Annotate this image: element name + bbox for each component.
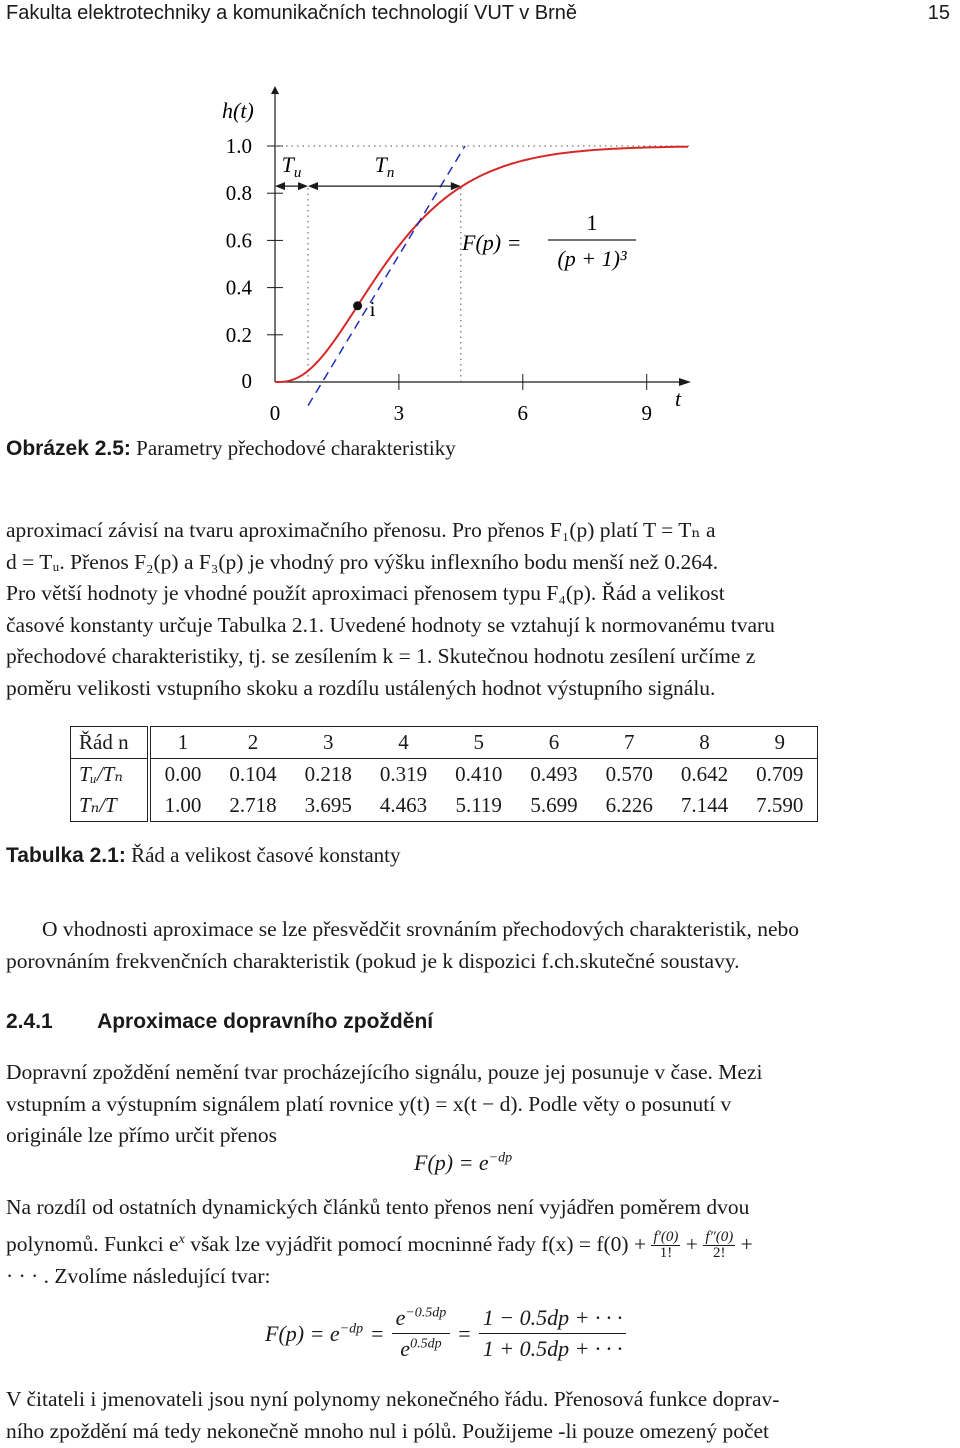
transfer-function-lhs: F(p) = bbox=[462, 230, 522, 255]
text-line: V čitateli i jmenovateli jsou nyní polynomy nekonečného řádu. Přenosová funkce doprav- bbox=[6, 1387, 780, 1411]
equals-sign: = bbox=[458, 1320, 471, 1346]
text-line: porovnáním frekvenčních charakteristik (pokud je k dispozici f.ch.skutečné soustavy. bbox=[6, 948, 740, 973]
table-row-label: Tᵤ/Tₙ bbox=[71, 759, 149, 791]
equals-sign: = bbox=[371, 1320, 384, 1346]
paragraph-verification bbox=[6, 914, 956, 977]
table-cell: 1.00 bbox=[164, 793, 202, 817]
text-line: časové konstanty určuje Tabulka 2.1. Uvedené hodnoty se vztahují k normovanému tvaru bbox=[6, 612, 775, 637]
table-cell: 5.119 bbox=[455, 793, 502, 817]
text-line: ního zpoždění má tedy nekonečně mnoho nul i pólů. Použijeme -li pouze omezený počet bbox=[6, 1418, 770, 1443]
table-cell: 0.709 bbox=[756, 762, 804, 786]
fraction-numerator bbox=[392, 1305, 451, 1334]
y-tick-label: 0.4 bbox=[225, 275, 252, 300]
text-line-series bbox=[6, 1224, 956, 1262]
table-cell: 0.319 bbox=[379, 762, 428, 786]
x-tick-label: 6 bbox=[517, 401, 529, 425]
table-caption-label: Tabulka 2.1: bbox=[6, 844, 126, 867]
table-cell: 0.410 bbox=[455, 762, 503, 786]
formula-pade bbox=[265, 1305, 626, 1362]
text-line: aproximací závisí na tvaru aproximačního přenosu. Pro přenos F₁(p) platí T = Tₙ a bbox=[6, 518, 716, 542]
fraction-denominator: 1 + 0.5dp + · · · bbox=[482, 1336, 623, 1361]
paragraph-infinite-order bbox=[6, 1384, 956, 1447]
table-cell: 0.493 bbox=[530, 762, 578, 786]
tu-label-sub: u bbox=[293, 165, 302, 182]
tn-label-main: T bbox=[374, 152, 387, 178]
text-line: Na rozdíl od ostatních dynamických článků tento přenos není vyjádřen poměrem dvou bbox=[6, 1195, 750, 1219]
figure-caption bbox=[6, 436, 456, 461]
table-cell: 0.218 bbox=[304, 762, 352, 786]
fraction-denominator: 2! bbox=[713, 1245, 726, 1262]
denominator-base: e bbox=[400, 1336, 411, 1361]
x-axis-arrow bbox=[679, 378, 691, 386]
table-cell: 0.570 bbox=[605, 762, 653, 786]
table-header-cell: 1 bbox=[149, 727, 216, 759]
text-line: · · · . Zvolíme následující tvar: bbox=[6, 1264, 271, 1289]
tn-dimension-arrowhead-left bbox=[308, 182, 318, 190]
table-header-cell: 9 bbox=[742, 727, 818, 759]
table-header-cell: 2 bbox=[215, 727, 290, 759]
numerator-exponent: −0.5dp bbox=[405, 1305, 447, 1321]
text-fragment: však lze vyjádřit pomocí mocninné řady f(x) = f(0) + bbox=[184, 1231, 647, 1256]
x-axis-label: t bbox=[675, 386, 682, 411]
figure-caption-text: Parametry přechodové charakteristiky bbox=[136, 436, 456, 460]
table-header-cell: 7 bbox=[592, 727, 667, 759]
text-line: d = Tᵤ. Přenos F₂(p) a F₃(p) je vhodný pro výšku inflexního bodu menší než 0.264. bbox=[6, 549, 719, 574]
fraction-numerator: f″(0) bbox=[705, 1229, 734, 1246]
text-line: O vhodnosti aproximace se lze přesvědčit srovnáním přechodových charakteristik, nebo bbox=[42, 917, 800, 941]
running-header: Fakulta elektrotechniky a komunikačních technologií VUT v Brně bbox=[6, 2, 578, 24]
x-tick-label: 3 bbox=[393, 401, 405, 425]
text-line: přechodové charakteristiky, tj. se zesílením k = 1. Skutečnou hodnotu zesílení určíme z bbox=[6, 644, 756, 668]
table-header-cell: 4 bbox=[366, 727, 441, 759]
table-row-label: Tₙ/T bbox=[71, 790, 149, 822]
y-tick-label: 0.2 bbox=[225, 322, 252, 347]
tu-label-main: T bbox=[281, 152, 294, 178]
x-tick-label: 0 bbox=[269, 401, 281, 425]
plus-sign: + bbox=[685, 1231, 698, 1256]
fraction-first-derivative bbox=[651, 1230, 680, 1261]
table-cell: 5.699 bbox=[530, 793, 578, 817]
transfer-function-numerator: 1 bbox=[586, 210, 598, 235]
table-header-cell: 3 bbox=[291, 727, 366, 759]
fraction-denominator bbox=[396, 1334, 445, 1362]
formula-lhs bbox=[265, 1321, 363, 1347]
table-cell: 6.226 bbox=[605, 793, 653, 817]
tn-label bbox=[375, 152, 395, 181]
formula-delay-transfer bbox=[414, 1150, 512, 1176]
formula-lhs: F(p) = e bbox=[414, 1150, 489, 1175]
text-fragment: polynomů. Funkci e bbox=[6, 1231, 179, 1256]
section-title: Aproximace dopravního zpoždění bbox=[97, 1010, 434, 1033]
paragraph-transport-delay bbox=[6, 1057, 956, 1152]
formula-exponent: −dp bbox=[339, 1321, 364, 1337]
y-axis-arrow bbox=[271, 86, 279, 94]
y-tick-label: 0 bbox=[241, 369, 252, 393]
time-constant-table bbox=[70, 726, 818, 822]
inflection-label: i bbox=[369, 296, 376, 321]
transfer-function-denominator: (p + 1)³ bbox=[557, 246, 627, 271]
tn-label-sub: n bbox=[386, 165, 395, 182]
denominator-exponent: 0.5dp bbox=[410, 1336, 442, 1352]
fraction-second-derivative bbox=[703, 1230, 735, 1261]
text-line: Pro větší hodnoty je vhodné použít aproximaci přenosem typu F₄(p). Řád a velikost bbox=[6, 581, 725, 605]
tu-dimension-arrowhead-left bbox=[275, 182, 285, 190]
exponent: x bbox=[178, 1231, 185, 1247]
x-tick-label: 9 bbox=[641, 401, 652, 425]
table-cell: 0.642 bbox=[680, 762, 729, 786]
table-header-cell: 8 bbox=[667, 727, 742, 759]
fraction-series bbox=[479, 1305, 627, 1362]
table-cell: 7.144 bbox=[680, 793, 729, 817]
table-cell: 4.463 bbox=[379, 793, 428, 817]
page-number: 15 bbox=[927, 2, 950, 24]
paragraph-power-series bbox=[6, 1192, 956, 1293]
table-cell: 2.718 bbox=[229, 793, 277, 817]
paragraph-approximation bbox=[6, 515, 956, 704]
table-cell: 0.104 bbox=[229, 762, 277, 786]
formula-lhs-text: F(p) = e bbox=[265, 1320, 340, 1346]
table-caption bbox=[6, 843, 401, 868]
table-cell: 7.590 bbox=[756, 793, 804, 817]
table-cell: 0.00 bbox=[164, 762, 202, 786]
y-tick-label: 0.6 bbox=[225, 228, 252, 253]
text-line: Dopravní zpoždění nemění tvar procházejícího signálu, pouze jej posunuje v čase. Mezi bbox=[6, 1060, 763, 1084]
fraction-denominator: 1! bbox=[659, 1245, 673, 1262]
table-row bbox=[71, 790, 818, 822]
y-axis-label: h(t) bbox=[222, 98, 254, 123]
section-heading bbox=[6, 1010, 433, 1034]
table-header-cell: 6 bbox=[516, 727, 591, 759]
step-response-chart bbox=[0, 80, 960, 440]
fraction-numerator: f′(0) bbox=[653, 1229, 679, 1246]
inflection-point bbox=[353, 301, 362, 310]
plus-sign: + bbox=[740, 1231, 753, 1256]
text-line: vstupním a výstupním signálem platí rovnice y(t) = x(t − d). Podle věty o posunutí v bbox=[6, 1091, 732, 1116]
table-header-label: Řád n bbox=[71, 727, 149, 759]
text-line: originále lze přímo určit přenos bbox=[6, 1123, 278, 1147]
table-row bbox=[71, 759, 818, 791]
fraction-exponential bbox=[392, 1305, 451, 1362]
table-cell: 3.695 bbox=[304, 793, 352, 817]
table-header-cell: 5 bbox=[441, 727, 516, 759]
section-number: 2.4.1 bbox=[6, 1010, 53, 1033]
text-line: poměru velikosti vstupního skoku a rozdílu ustálených hodnot výstupního signálu. bbox=[6, 675, 716, 700]
tu-label bbox=[282, 152, 302, 181]
tu-dimension-arrowhead-right bbox=[298, 182, 308, 190]
table-header-row bbox=[71, 727, 818, 759]
numerator-base: e bbox=[395, 1305, 406, 1330]
formula-exponent: −dp bbox=[488, 1150, 513, 1166]
fraction-numerator: 1 − 0.5dp + · · · bbox=[479, 1305, 627, 1334]
y-tick-label: 0.8 bbox=[225, 181, 252, 206]
inflection-tangent bbox=[308, 146, 465, 406]
table-caption-text: Řád a velikost časové konstanty bbox=[131, 843, 401, 867]
y-tick-label: 1.0 bbox=[225, 134, 252, 158]
figure-caption-label: Obrázek 2.5: bbox=[6, 437, 131, 460]
